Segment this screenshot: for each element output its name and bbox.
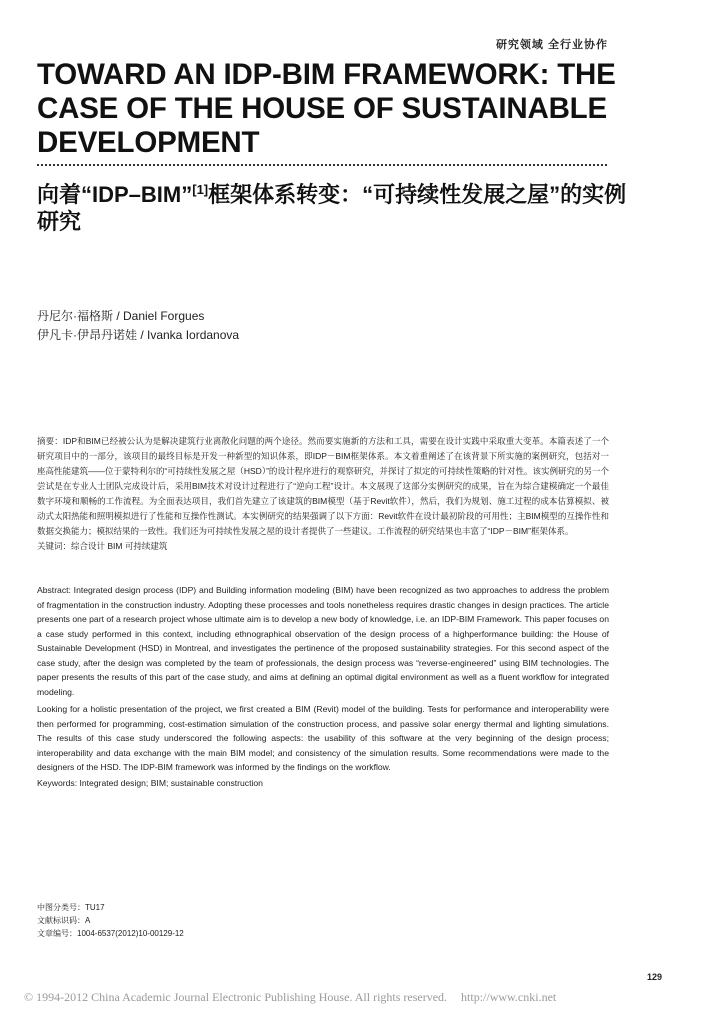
chinese-abstract: 摘要：IDP和BIM已经被公认为是解决建筑行业离散化问题的两个途径。然而要实施新的方法和工具，需要在设计实践中采取重大变革。本篇表述了一个研究项目中的一部分，该项目的最终目标是开发一种新型的知识体系，即IDP－BIM框架体系。本文着重阐述了在该背景下所实施的案例研究，包括对一座高性能建筑——位于蒙特利尔的“可持续性发展之屋（HSD）”的设计程序进行的观察研究，并探讨了拟定的可持续性策略的针对性。该实例研究的另一个尝试是在专业人士团队完成设计后，采用BIM技术对设计过程进行了“逆向工程”设计。本文展现了这部分实例研究的成果，旨在为综合建模确定一个最佳数字环境和顺畅的工作流程。为全面表达项目，我们首先建立了该建筑的BIM模型（基于Revit软件），然后，我们为规划、施工过程的成本估算模拟、被动式太阳热能和照明模拟进行了性能和互操作性测试。本实例研究的结果强调了以下方面：Revit软件在设计最初阶段的可用性；主BIM模型的互操作性和数据交换能力；模拟结果的一致性。我们还为可持续性发展之屋的设计者提供了一些建议。工作流程的研究结果也丰富了“IDP－BIM”框架体系。 bbox=[37, 436, 609, 536]
english-abstract: Abstract: Integrated design process (IDP) and Building information modeling (BIM) have been recognized as two approaches to address the problem of fragmentation in the construction industry. Adopting these processes and tools nonetheless requires drastic changes in design practices. The article presents one part of a research project whose ultimate aim is to develop a new body of knowledge, i.e. an IDP-BIM Framework. This paper focuses on a case study performed in this context, including ethnographical observation of the design process of a highperformance building: the House of Sustainable Development (HSD) in Montreal, and investigates the pertinence of the proposed sustainability strategies. For this second aspect of the case study, after the design was completed by the team of professionals, the design process was “reverse-engineered” using BIM technologies. The paper presents the results of this part of the case study, and aims at defining an optimal digital environment as well as a fluent workflow for integrated modeling. bbox=[37, 585, 609, 697]
author-2: 伊凡卡·伊昂丹诺娃 / Ivanka Iordanova bbox=[37, 328, 240, 342]
title-divider bbox=[37, 164, 607, 166]
english-title: TOWARD AN IDP-BIM FRAMEWORK: THE CASE OF THE HOUSE OF SUSTAINABLE DEVELOPMENT bbox=[37, 58, 616, 159]
chinese-keywords: 关键词：综合设计 BIM 可持续建筑 bbox=[37, 541, 168, 551]
chinese-title-part1: 向着“IDP–BIM” bbox=[37, 182, 193, 207]
chinese-title bbox=[37, 176, 627, 235]
english-abstract-continued: Looking for a holistic presentation of the project, we first created a BIM (Revit) model of the building. Tests for performance and interoperability were then performed for programming, cost-estimation simulation of the construction process, and passive solar energy thermal and lighting simulations. The results of this case study underscored the following aspects: the usability of this software at the very beginning of the design process; interoperability and data exchange with the main BIM model; and consistency of the simulation results. Some recommendations were made to the designers of the HSD. The IDP-BIM framework was informed by the findings on the workflow. bbox=[37, 704, 609, 772]
author-list bbox=[37, 307, 239, 345]
page-number: 129 bbox=[646, 972, 662, 982]
chinese-title-part2: 框架体系转变：“可持续性发展之屋”的实例研究 bbox=[37, 182, 627, 234]
author-1: 丹尼尔·福格斯 / Daniel Forgues bbox=[37, 309, 205, 323]
article-number: 文章编号：1004-6537(2012)10-00129-12 bbox=[37, 929, 184, 938]
english-keywords: Keywords: Integrated design; BIM; sustainable construction bbox=[37, 778, 263, 788]
journal-section-tag: 研究领域 全行业协作 bbox=[495, 39, 608, 51]
footnote-ref[interactable]: [1] bbox=[192, 182, 209, 197]
clc-number: 中图分类号：TU17 bbox=[37, 903, 105, 912]
copyright-text: © 1994-2012 China Academic Journal Electronic Publishing House. All rights reserved. bbox=[24, 990, 448, 1004]
copyright-footer bbox=[24, 990, 556, 1005]
classification-info bbox=[37, 901, 184, 940]
document-code: 文献标识码：A bbox=[37, 916, 91, 925]
cnki-link[interactable]: http://www.cnki.net bbox=[461, 990, 557, 1004]
